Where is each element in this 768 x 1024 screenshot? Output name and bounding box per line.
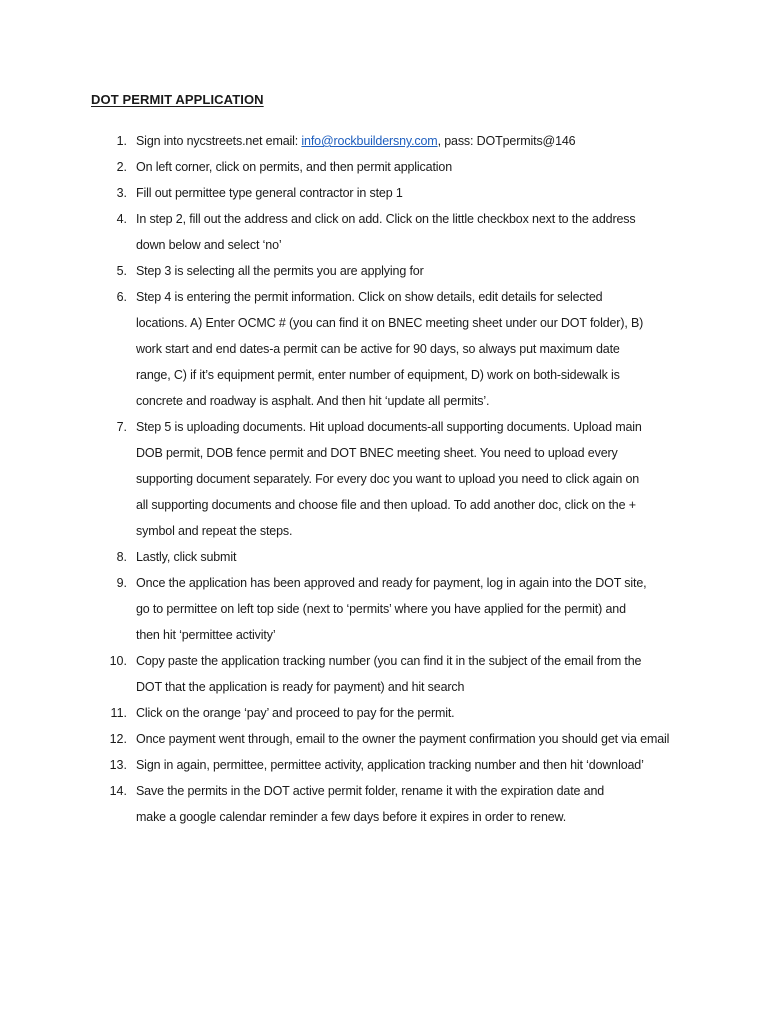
list-item [0, 206, 768, 258]
step-line: Step 5 is uploading documents. Hit upload documents-all supporting documents. Upload main [136, 420, 642, 434]
step-line: Once payment went through, email to the owner the payment confirmation you should get via email [136, 732, 670, 746]
email-link[interactable]: info@rockbuildersny.com [301, 134, 438, 148]
step-number: 4. [116, 212, 127, 226]
step-text [136, 284, 736, 414]
list-item [0, 128, 768, 154]
step-line: go to permittee on left top side (next to ‘permits’ where you have applied for the permit) and [136, 602, 626, 616]
step-text [136, 206, 736, 258]
list-item [0, 544, 768, 570]
step-line-text: Sign into nycstreets.net email: [136, 134, 302, 148]
step-number: 8. [116, 550, 127, 564]
step-line: Save the permits in the DOT active permit folder, rename it with the expiration date and [136, 784, 605, 798]
step-line: range, C) if it’s equipment permit, enter number of equipment, D) work on both-sidewalk is [136, 368, 620, 382]
step-text [136, 570, 736, 648]
step-text [136, 154, 736, 180]
step-text [136, 544, 736, 570]
step-number: 1. [116, 134, 127, 148]
step-line: make a google calendar reminder a few days before it expires in order to renew. [136, 810, 567, 824]
step-number: 7. [116, 420, 127, 434]
step-line: then hit ‘permittee activity’ [136, 628, 276, 642]
step-text [136, 180, 736, 206]
list-item [0, 258, 768, 284]
step-line: Fill out permittee type general contractor in step 1 [136, 186, 403, 200]
step-line: symbol and repeat the steps. [136, 524, 293, 538]
list-item [0, 414, 768, 544]
step-number: 14. [109, 784, 127, 798]
step-line: DOT that the application is ready for payment) and hit search [136, 680, 465, 694]
list-item [0, 284, 768, 414]
step-line: Step 4 is entering the permit information. Click on show details, edit details for selected [136, 290, 603, 304]
step-line: Once the application has been approved and ready for payment, log in again into the DOT site, [136, 576, 647, 590]
step-text [136, 700, 736, 726]
list-item [0, 778, 768, 830]
step-line: Step 3 is selecting all the permits you are applying for [136, 264, 424, 278]
step-number: 10. [109, 654, 127, 668]
step-line: down below and select ‘no’ [136, 238, 282, 252]
step-line: supporting document separately. For every doc you want to upload you need to click again on [136, 472, 640, 486]
list-item [0, 700, 768, 726]
step-number: 12. [109, 732, 127, 746]
step-line: all supporting documents and choose file and then upload. To add another doc, click on the + [136, 498, 636, 512]
step-line: On left corner, click on permits, and then permit application [136, 160, 453, 174]
step-number: 5. [116, 264, 127, 278]
step-line [136, 128, 736, 154]
step-line: locations. A) Enter OCMC # (you can find it on BNEC meeting sheet under our DOT folder), B) [136, 316, 644, 330]
list-item [0, 154, 768, 180]
step-text [136, 414, 736, 544]
steps-list [0, 128, 768, 830]
step-line: Copy paste the application tracking number (you can find it in the subject of the email from the [136, 654, 642, 668]
list-item [0, 752, 768, 778]
step-line: DOB permit, DOB fence permit and DOT BNEC meeting sheet. You need to upload every [136, 446, 618, 460]
step-text [136, 648, 736, 700]
step-line: concrete and roadway is asphalt. And then hit ‘update all permits’. [136, 394, 490, 408]
step-number: 3. [116, 186, 127, 200]
step-text [136, 778, 736, 830]
step-number: 13. [109, 758, 127, 772]
list-item [0, 180, 768, 206]
step-number: 9. [116, 576, 127, 590]
step-line: In step 2, fill out the address and click on add. Click on the little checkbox next to the address [136, 212, 636, 226]
step-text [136, 258, 736, 284]
step-line: Lastly, click submit [136, 550, 237, 564]
step-text [136, 752, 736, 778]
step-line: Click on the orange ‘pay’ and proceed to pay for the permit. [136, 706, 455, 720]
document-title: DOT PERMIT APPLICATION [91, 92, 264, 107]
list-item [0, 570, 768, 648]
step-number: 11. [110, 706, 127, 720]
list-item [0, 726, 768, 752]
step-line-text: , pass: DOTpermits@146 [437, 134, 576, 148]
step-line: Sign in again, permittee, permittee activity, application tracking number and then hit ‘download’ [136, 758, 644, 772]
step-line: work start and end dates-a permit can be active for 90 days, so always put maximum date [136, 342, 620, 356]
step-number: 6. [116, 290, 127, 304]
list-item [0, 648, 768, 700]
step-number: 2. [116, 160, 127, 174]
step-text [136, 128, 736, 154]
step-text [136, 726, 736, 752]
